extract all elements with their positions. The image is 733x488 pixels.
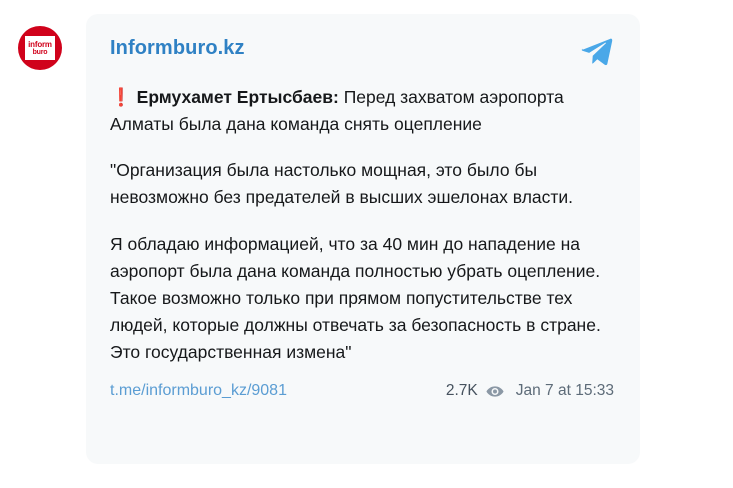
post-meta — [446, 382, 614, 400]
post-date: Jan 7 at 15:33 — [515, 382, 614, 400]
post-card — [86, 14, 640, 464]
post-permalink[interactable]: t.me/informburo_kz/9081 — [110, 382, 287, 400]
channel-name[interactable]: Informburo.kz — [110, 37, 245, 59]
post-lead-name: Ермухамет Ертысбаев: — [136, 87, 339, 107]
post-footer — [110, 382, 614, 400]
views-count: 2.7K — [445, 382, 478, 400]
post-paragraph-2: "Организация была настолько мощная, это было бы невозможно без предателей в высших эшелонах власти. — [110, 160, 574, 208]
post-paragraph-3: Я обладаю информацией, что за 40 мин до нападение на аэропорт была дана команда полностью убрать оцепление. Такое возможно только при прямом попустительстве тех людей, которые должны отвечать за безопасность в стране. Это государственная измена" — [110, 233, 601, 362]
post-body — [110, 84, 614, 366]
post-paragraph-1 — [110, 84, 614, 138]
logo-line-1: inform — [28, 39, 52, 49]
channel-logo — [25, 36, 55, 60]
eye-icon — [486, 385, 504, 398]
logo-line-2: buro — [32, 48, 48, 56]
post-header — [110, 36, 614, 68]
avatar — [18, 26, 62, 70]
post-paragraph-1-text: Перед захватом аэропорта Алматы была дана команда снять оцепление — [110, 87, 564, 135]
telegram-icon[interactable] — [580, 34, 614, 68]
exclamation-icon: ❗️ — [110, 87, 132, 107]
